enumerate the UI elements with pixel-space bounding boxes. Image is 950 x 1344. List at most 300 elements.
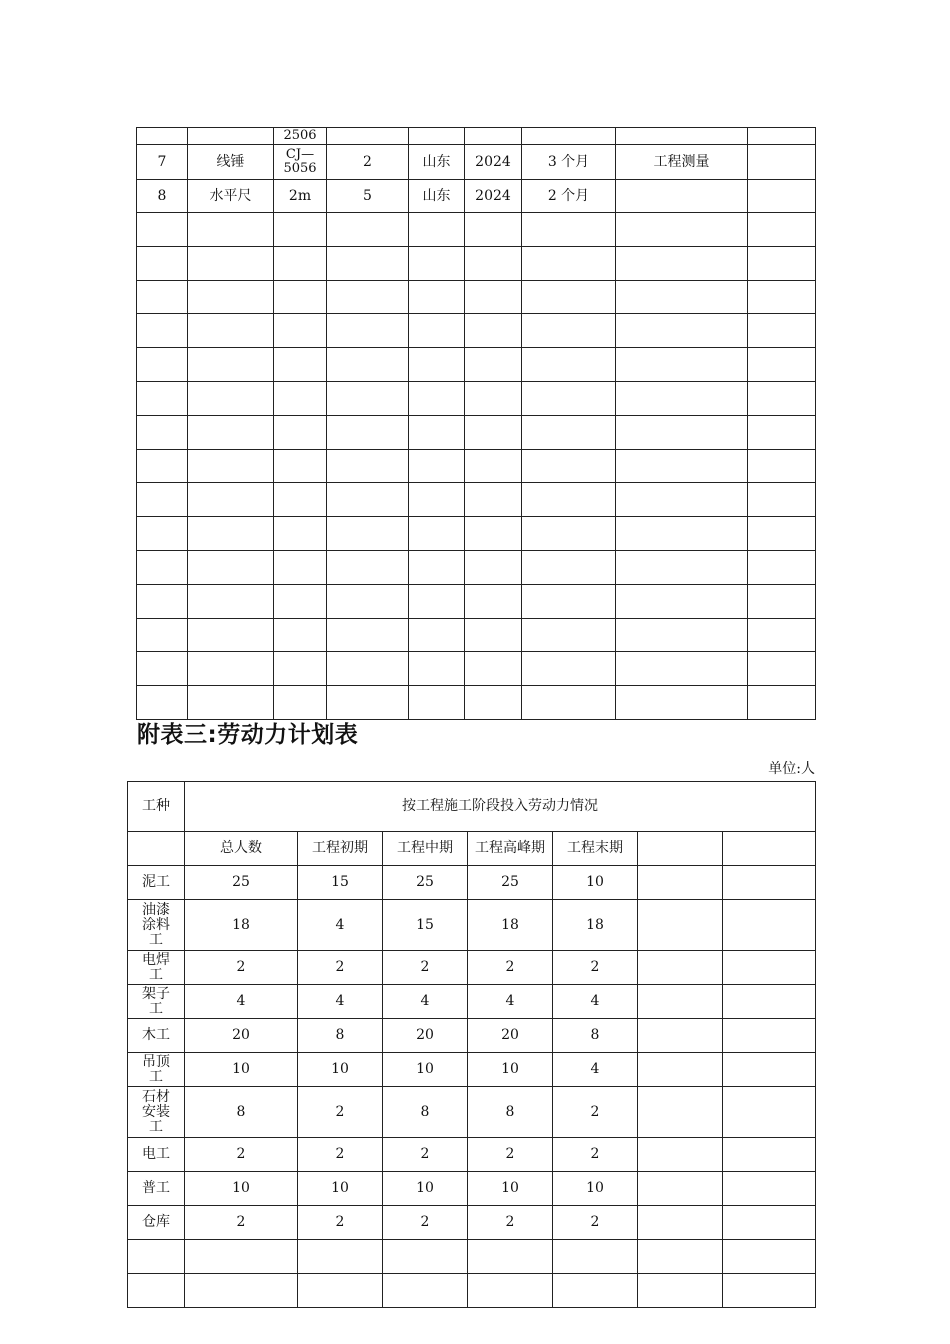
labor-value-cell: 10 xyxy=(298,1053,383,1087)
empty-cell xyxy=(274,618,327,652)
empty-cell xyxy=(185,1274,298,1308)
empty-cell xyxy=(465,381,522,415)
empty-cell xyxy=(137,381,188,415)
equipment-origin-cell xyxy=(409,128,465,145)
empty-cell xyxy=(137,686,188,720)
empty-cell xyxy=(409,618,465,652)
empty-cell xyxy=(137,348,188,382)
labor-value-cell: 10 xyxy=(553,866,638,900)
empty-cell xyxy=(723,951,816,985)
labor-row xyxy=(128,1172,816,1206)
labor-value-cell: 2 xyxy=(553,1087,638,1138)
empty-cell xyxy=(616,213,748,247)
labor-row xyxy=(128,1274,816,1308)
empty-cell xyxy=(128,1274,185,1308)
empty-cell xyxy=(638,951,723,985)
labor-value-cell: 2 xyxy=(298,1087,383,1138)
equipment-remark-cell xyxy=(748,145,816,180)
empty-cell xyxy=(465,314,522,348)
equipment-remark-cell xyxy=(748,128,816,145)
empty-cell xyxy=(274,314,327,348)
empty-cell xyxy=(638,1053,723,1087)
labor-value-cell: 8 xyxy=(298,1019,383,1053)
labor-plan-table xyxy=(127,781,816,1308)
labor-value-cell: 18 xyxy=(185,900,298,951)
empty-cell xyxy=(465,449,522,483)
labor-value-cell: 2 xyxy=(553,1138,638,1172)
empty-cell xyxy=(274,449,327,483)
labor-value-cell: 10 xyxy=(383,1053,468,1087)
table-row xyxy=(137,128,816,145)
labor-value-cell: 2 xyxy=(468,1206,553,1240)
empty-cell xyxy=(638,1019,723,1053)
labor-value-cell: 25 xyxy=(468,866,553,900)
trade-name-cell: 木工 xyxy=(128,1019,185,1053)
empty-cell xyxy=(723,985,816,1019)
empty-cell xyxy=(638,1138,723,1172)
labor-value-cell: 18 xyxy=(468,900,553,951)
empty-cell xyxy=(274,517,327,551)
column-header-6 xyxy=(723,832,816,866)
equipment-use-cell xyxy=(616,128,748,145)
equipment-table xyxy=(136,127,816,720)
column-header-4: 工程末期 xyxy=(553,832,638,866)
empty-cell xyxy=(137,550,188,584)
column-header-row xyxy=(128,832,816,866)
table-row xyxy=(137,550,816,584)
column-header-5 xyxy=(638,832,723,866)
labor-row xyxy=(128,1087,816,1138)
trade-name-cell: 电焊工 xyxy=(128,951,185,985)
empty-cell xyxy=(638,1172,723,1206)
empty-cell xyxy=(553,1240,638,1274)
empty-cell xyxy=(638,1206,723,1240)
empty-cell xyxy=(748,517,816,551)
empty-cell xyxy=(128,1240,185,1274)
empty-cell xyxy=(188,652,274,686)
empty-cell xyxy=(298,1274,383,1308)
empty-cell xyxy=(616,686,748,720)
empty-cell xyxy=(638,1087,723,1138)
empty-cell xyxy=(748,348,816,382)
labor-value-cell: 2 xyxy=(185,1138,298,1172)
empty-cell xyxy=(383,1240,468,1274)
labor-value-cell: 8 xyxy=(468,1087,553,1138)
empty-cell xyxy=(327,449,409,483)
labor-row xyxy=(128,985,816,1019)
empty-cell xyxy=(137,314,188,348)
equipment-no-cell xyxy=(137,128,188,145)
empty-cell xyxy=(522,686,616,720)
table-row xyxy=(137,246,816,280)
equipment-origin-cell: 山东 xyxy=(409,180,465,213)
empty-cell xyxy=(723,1019,816,1053)
labor-value-cell: 4 xyxy=(298,900,383,951)
trade-name-cell: 石材安装工 xyxy=(128,1087,185,1138)
empty-cell xyxy=(616,618,748,652)
empty-cell xyxy=(327,381,409,415)
empty-cell xyxy=(409,213,465,247)
empty-cell xyxy=(274,686,327,720)
empty-cell xyxy=(327,280,409,314)
empty-cell xyxy=(616,584,748,618)
empty-cell xyxy=(522,618,616,652)
equipment-no-cell: 8 xyxy=(137,180,188,213)
labor-value-cell: 10 xyxy=(383,1172,468,1206)
table-row xyxy=(137,652,816,686)
empty-cell xyxy=(188,348,274,382)
empty-cell xyxy=(522,280,616,314)
empty-cell xyxy=(188,584,274,618)
empty-cell xyxy=(522,550,616,584)
empty-cell xyxy=(465,550,522,584)
empty-cell xyxy=(188,449,274,483)
trade-name-cell: 仓库 xyxy=(128,1206,185,1240)
labor-value-cell: 8 xyxy=(185,1087,298,1138)
labor-value-cell: 8 xyxy=(383,1087,468,1138)
empty-cell xyxy=(137,449,188,483)
empty-cell xyxy=(188,483,274,517)
empty-cell xyxy=(409,584,465,618)
labor-value-cell: 8 xyxy=(553,1019,638,1053)
empty-cell xyxy=(748,686,816,720)
empty-cell xyxy=(465,483,522,517)
empty-cell xyxy=(748,213,816,247)
column-header-3: 工程高峰期 xyxy=(468,832,553,866)
empty-cell xyxy=(188,618,274,652)
empty-cell xyxy=(409,550,465,584)
empty-cell xyxy=(274,246,327,280)
labor-value-cell: 2 xyxy=(185,1206,298,1240)
empty-cell xyxy=(616,280,748,314)
empty-cell xyxy=(327,517,409,551)
empty-cell xyxy=(274,381,327,415)
equipment-model-cell: 2m xyxy=(274,180,327,213)
empty-cell xyxy=(638,900,723,951)
empty-cell xyxy=(522,415,616,449)
empty-cell xyxy=(522,449,616,483)
empty-cell xyxy=(327,483,409,517)
empty-cell xyxy=(274,550,327,584)
table-row xyxy=(137,180,816,213)
equipment-origin-cell: 山东 xyxy=(409,145,465,180)
empty-cell xyxy=(723,1274,816,1308)
empty-cell xyxy=(465,246,522,280)
table-row xyxy=(137,584,816,618)
empty-cell xyxy=(748,381,816,415)
empty-cell xyxy=(409,314,465,348)
empty-cell xyxy=(188,381,274,415)
trade-name-cell: 架子工 xyxy=(128,985,185,1019)
labor-value-cell: 4 xyxy=(185,985,298,1019)
empty-cell xyxy=(723,1053,816,1087)
column-header-0: 总人数 xyxy=(185,832,298,866)
empty-cell xyxy=(185,1240,298,1274)
equipment-name-cell: 水平尺 xyxy=(188,180,274,213)
table-row xyxy=(137,517,816,551)
labor-value-cell: 4 xyxy=(468,985,553,1019)
equipment-year-cell: 2024 xyxy=(465,145,522,180)
empty-cell xyxy=(723,1087,816,1138)
empty-cell xyxy=(723,900,816,951)
labor-value-cell: 25 xyxy=(185,866,298,900)
empty-cell xyxy=(274,652,327,686)
column-header-1: 工程初期 xyxy=(298,832,383,866)
labor-row xyxy=(128,951,816,985)
labor-value-cell: 2 xyxy=(298,951,383,985)
empty-cell xyxy=(188,246,274,280)
empty-cell xyxy=(188,213,274,247)
empty-cell xyxy=(327,348,409,382)
empty-cell xyxy=(723,1172,816,1206)
labor-value-cell: 10 xyxy=(468,1053,553,1087)
trade-name-cell: 泥工 xyxy=(128,866,185,900)
empty-cell xyxy=(638,985,723,1019)
labor-value-cell: 2 xyxy=(185,951,298,985)
empty-cell xyxy=(409,415,465,449)
empty-cell xyxy=(522,246,616,280)
empty-cell xyxy=(409,652,465,686)
labor-value-cell: 2 xyxy=(383,1206,468,1240)
empty-cell xyxy=(616,517,748,551)
column-header-2: 工程中期 xyxy=(383,832,468,866)
empty-cell xyxy=(553,1274,638,1308)
empty-cell xyxy=(616,652,748,686)
labor-value-cell: 4 xyxy=(383,985,468,1019)
labor-row xyxy=(128,1206,816,1240)
empty-cell xyxy=(522,652,616,686)
labor-value-cell: 4 xyxy=(298,985,383,1019)
empty-cell xyxy=(137,415,188,449)
empty-cell xyxy=(465,415,522,449)
empty-cell xyxy=(748,618,816,652)
empty-cell xyxy=(137,652,188,686)
labor-row xyxy=(128,866,816,900)
empty-cell xyxy=(616,415,748,449)
empty-cell xyxy=(748,314,816,348)
empty-cell xyxy=(522,314,616,348)
empty-cell xyxy=(723,1206,816,1240)
table-row xyxy=(137,314,816,348)
equipment-model-cell: CJ—5056 xyxy=(274,145,327,180)
table-row xyxy=(137,686,816,720)
equipment-remark-cell xyxy=(748,180,816,213)
labor-value-cell: 10 xyxy=(468,1172,553,1206)
table-row xyxy=(137,483,816,517)
empty-cell xyxy=(616,381,748,415)
empty-cell xyxy=(522,483,616,517)
empty-cell xyxy=(409,449,465,483)
equipment-year-cell: 2024 xyxy=(465,180,522,213)
table-row xyxy=(137,280,816,314)
equipment-qty-cell xyxy=(327,128,409,145)
labor-row xyxy=(128,1240,816,1274)
trade-name-cell: 油漆涂料工 xyxy=(128,900,185,951)
empty-cell xyxy=(327,652,409,686)
labor-value-cell: 2 xyxy=(298,1206,383,1240)
empty-cell xyxy=(723,1240,816,1274)
labor-plan-heading: 附表三:劳动力计划表 xyxy=(137,722,359,748)
empty-cell xyxy=(465,517,522,551)
table-row xyxy=(137,348,816,382)
labor-value-cell: 15 xyxy=(383,900,468,951)
empty-cell xyxy=(616,550,748,584)
empty-cell xyxy=(465,213,522,247)
equipment-use-cell: 工程测量 xyxy=(616,145,748,180)
empty-cell xyxy=(748,550,816,584)
empty-cell xyxy=(748,483,816,517)
empty-cell xyxy=(137,483,188,517)
empty-cell xyxy=(188,314,274,348)
empty-cell xyxy=(383,1274,468,1308)
unit-label: 单位:人 xyxy=(768,761,815,777)
empty-cell xyxy=(188,280,274,314)
labor-value-cell: 2 xyxy=(383,1138,468,1172)
labor-value-cell: 2 xyxy=(553,1206,638,1240)
empty-cell xyxy=(274,348,327,382)
labor-value-cell: 10 xyxy=(553,1172,638,1206)
labor-value-cell: 20 xyxy=(185,1019,298,1053)
empty-cell xyxy=(638,1240,723,1274)
equipment-model-cell: 2506 xyxy=(274,128,327,145)
labor-row xyxy=(128,1138,816,1172)
trade-header-cell: 工种 xyxy=(128,782,185,832)
empty-cell xyxy=(327,584,409,618)
labor-value-cell: 25 xyxy=(383,866,468,900)
equipment-use-cell xyxy=(616,180,748,213)
labor-value-cell: 10 xyxy=(185,1172,298,1206)
empty-cell xyxy=(465,618,522,652)
empty-cell xyxy=(327,314,409,348)
labor-value-cell: 18 xyxy=(553,900,638,951)
labor-table-body xyxy=(128,782,816,1308)
empty-cell xyxy=(137,584,188,618)
empty-cell xyxy=(188,415,274,449)
empty-cell xyxy=(274,584,327,618)
empty-cell xyxy=(327,618,409,652)
empty-cell xyxy=(137,280,188,314)
empty-cell xyxy=(128,832,185,866)
labor-row xyxy=(128,1053,816,1087)
stage-group-header: 按工程施工阶段投入劳动力情况 xyxy=(185,782,816,832)
empty-cell xyxy=(748,246,816,280)
empty-cell xyxy=(616,314,748,348)
empty-cell xyxy=(638,1274,723,1308)
labor-value-cell: 10 xyxy=(185,1053,298,1087)
empty-cell xyxy=(409,686,465,720)
labor-value-cell: 15 xyxy=(298,866,383,900)
equipment-name-cell: 线锤 xyxy=(188,145,274,180)
empty-cell xyxy=(327,550,409,584)
empty-cell xyxy=(748,652,816,686)
labor-value-cell: 4 xyxy=(553,1053,638,1087)
equipment-year-cell xyxy=(465,128,522,145)
empty-cell xyxy=(522,348,616,382)
labor-value-cell: 2 xyxy=(298,1138,383,1172)
equipment-duration-cell: 3 个月 xyxy=(522,145,616,180)
empty-cell xyxy=(274,213,327,247)
empty-cell xyxy=(409,517,465,551)
trade-name-cell: 普工 xyxy=(128,1172,185,1206)
empty-cell xyxy=(522,213,616,247)
empty-cell xyxy=(465,652,522,686)
labor-value-cell: 2 xyxy=(468,1138,553,1172)
empty-cell xyxy=(188,517,274,551)
empty-cell xyxy=(522,381,616,415)
empty-cell xyxy=(465,686,522,720)
equipment-no-cell: 7 xyxy=(137,145,188,180)
table-row xyxy=(137,618,816,652)
equipment-table-body xyxy=(137,128,816,720)
empty-cell xyxy=(188,686,274,720)
table-row xyxy=(137,381,816,415)
empty-cell xyxy=(409,246,465,280)
empty-cell xyxy=(465,348,522,382)
empty-cell xyxy=(409,280,465,314)
empty-cell xyxy=(748,584,816,618)
table-row xyxy=(137,213,816,247)
empty-cell xyxy=(723,866,816,900)
labor-row xyxy=(128,1019,816,1053)
empty-cell xyxy=(327,246,409,280)
trade-name-cell: 吊顶工 xyxy=(128,1053,185,1087)
empty-cell xyxy=(327,686,409,720)
empty-cell xyxy=(188,550,274,584)
labor-value-cell: 2 xyxy=(553,951,638,985)
empty-cell xyxy=(327,213,409,247)
table-row xyxy=(137,449,816,483)
labor-row xyxy=(128,900,816,951)
empty-cell xyxy=(298,1240,383,1274)
empty-cell xyxy=(409,483,465,517)
labor-value-cell: 2 xyxy=(383,951,468,985)
empty-cell xyxy=(748,415,816,449)
empty-cell xyxy=(468,1240,553,1274)
empty-cell xyxy=(409,381,465,415)
empty-cell xyxy=(616,483,748,517)
empty-cell xyxy=(409,348,465,382)
empty-cell xyxy=(137,517,188,551)
empty-cell xyxy=(522,517,616,551)
empty-cell xyxy=(522,584,616,618)
empty-cell xyxy=(465,584,522,618)
equipment-qty-cell: 5 xyxy=(327,180,409,213)
empty-cell xyxy=(327,415,409,449)
empty-cell xyxy=(616,246,748,280)
trade-name-cell: 电工 xyxy=(128,1138,185,1172)
empty-cell xyxy=(137,213,188,247)
labor-value-cell: 2 xyxy=(468,951,553,985)
empty-cell xyxy=(274,280,327,314)
empty-cell xyxy=(274,483,327,517)
empty-cell xyxy=(616,449,748,483)
empty-cell xyxy=(468,1274,553,1308)
empty-cell xyxy=(748,280,816,314)
equipment-duration-cell: 2 个月 xyxy=(522,180,616,213)
empty-cell xyxy=(465,280,522,314)
empty-cell xyxy=(638,866,723,900)
empty-cell xyxy=(616,348,748,382)
table-row xyxy=(137,415,816,449)
empty-cell xyxy=(274,415,327,449)
equipment-duration-cell xyxy=(522,128,616,145)
empty-cell xyxy=(137,246,188,280)
labor-value-cell: 10 xyxy=(298,1172,383,1206)
labor-value-cell: 4 xyxy=(553,985,638,1019)
equipment-name-cell xyxy=(188,128,274,145)
header-row xyxy=(128,782,816,832)
empty-cell xyxy=(748,449,816,483)
